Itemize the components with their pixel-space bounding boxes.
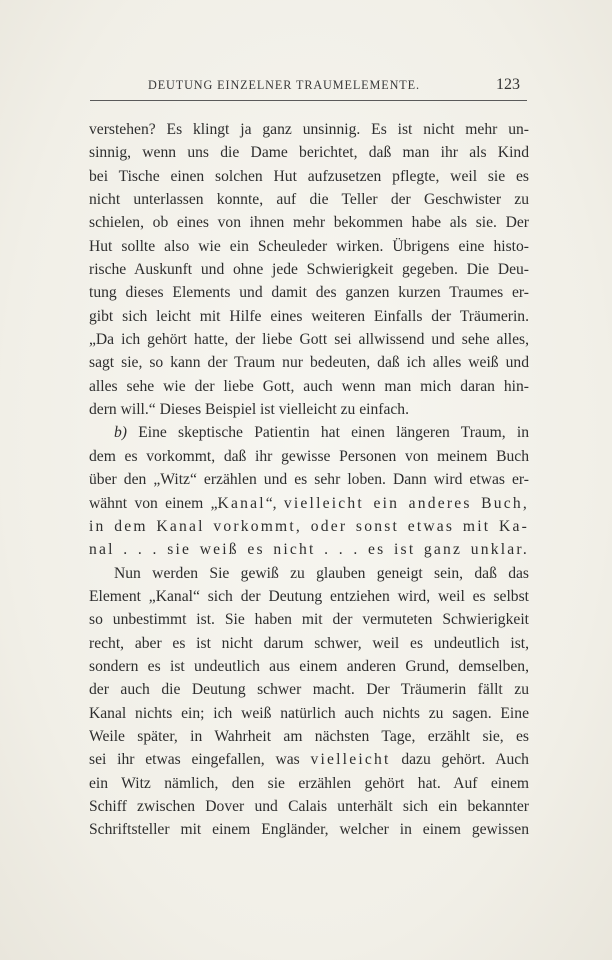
text-line: verstehen? Es klingt ja ganz unsinnig. Es ist nicht mehr un-	[89, 121, 529, 138]
text-span: dazu gehört. Auch	[390, 751, 529, 769]
text-line: alles sehe wie der liebe Gott, auch wenn man mich daran hin-	[89, 377, 529, 395]
text-line: dem es vorkommt, daß ihr gewisse Personen von meinem Buch	[89, 447, 529, 465]
spaced-line: nal . . . sie weiß es nicht . . . es ist ganz unklar.	[89, 541, 529, 559]
text-line: tung dieses Elements und damit des ganzen kurzen Traumes er-	[89, 284, 529, 302]
text-line: Schiff zwischen Dover und Calais unterhält sich ein bekannter	[89, 797, 529, 815]
text-span: Eine skeptische Patientin hat einen längeren Traum, in	[127, 424, 529, 442]
text-line: Schriftsteller mit einem Engländer, welcher in einem gewissen	[89, 821, 529, 839]
text-span: “,	[265, 494, 284, 512]
page-header	[88, 78, 526, 100]
body-text	[89, 118, 529, 842]
spaced-text: vielleicht ein anderes Buch,	[283, 494, 529, 512]
text-line: rische Auskunft und ohne jede Schwierigkeit gegeben. Die Deu-	[89, 261, 529, 279]
text-line: Hut sollte also wie ein Scheuleder wirken. Übrigens eine histo-	[89, 237, 529, 255]
text-line: recht, aber es ist nicht darum schwer, weil es undeutlich ist,	[89, 634, 529, 652]
running-head: DEUTUNG EINZELNER TRAUMELEMENTE.	[148, 78, 420, 92]
text-line: so unbestimmt ist. Sie haben mit der vermuteten Schwierigkeit	[89, 611, 529, 629]
text-line: Nun werden Sie gewiß zu glauben geneigt sein, daß das	[114, 564, 529, 582]
text-line: über den „Witz“ erzählen und es sehr loben. Dann wird etwas er-	[89, 471, 529, 489]
text-line: der auch die Deutung schwer macht. Der Träumerin fällt zu	[89, 681, 529, 699]
text-line: Element „Kanal“ sich der Deutung entziehen wird, weil es selbst	[89, 587, 529, 605]
text-line: sinnig, wenn uns die Dame berichtet, daß man ihr als Kind	[89, 144, 529, 162]
paragraph-label: b)	[114, 424, 127, 442]
mixed-spaced-line	[89, 748, 529, 771]
text-line: Kanal nichts ein; ich weiß natürlich auch nichts zu sagen. Eine	[89, 704, 529, 722]
spaced-text: Kanal	[217, 494, 266, 512]
text-line: sondern es ist undeutlich aus einem anderen Grund, demselben,	[89, 657, 529, 675]
paragraph-b-first-line	[89, 421, 529, 444]
page-number: 123	[496, 76, 520, 93]
text-span: wähnt von einem „	[89, 494, 218, 512]
header-rule	[90, 100, 527, 101]
text-line: dern will.“ Dieses Beispiel ist vielleicht zu einfach.	[89, 401, 410, 419]
text-line: sagt sie, so kann der Traum nur bedeuten, daß ich alles weiß und	[89, 354, 529, 372]
text-line: gibt sich leicht mit Hilfe eines weiteren Einfalls der Träumerin.	[89, 307, 529, 325]
spaced-text: vielleicht	[310, 751, 391, 769]
spaced-line: in dem Kanal vorkommt, oder sonst etwas mit Ka-	[89, 517, 529, 535]
text-line: „Da ich gehört hatte, der liebe Gott sei allwissend und sehe alles,	[89, 331, 529, 349]
text-line: Weile später, in Wahrheit am nächsten Tage, erzählt sie, es	[89, 727, 529, 745]
mixed-spaced-line	[89, 492, 529, 515]
text-line: bei Tische einen solchen Hut aufzusetzen pflegte, weil sie es	[89, 167, 529, 185]
text-line: schielen, ob eines von ihnen mehr bekommen habe als sie. Der	[89, 214, 529, 232]
text-line: ein Witz nämlich, den sie erzählen gehört hat. Auf einem	[89, 774, 529, 792]
text-span: sei ihr etwas eingefallen, was	[89, 751, 311, 769]
text-line: nicht unterlassen konnte, auf die Teller der Geschwister zu	[89, 191, 529, 209]
